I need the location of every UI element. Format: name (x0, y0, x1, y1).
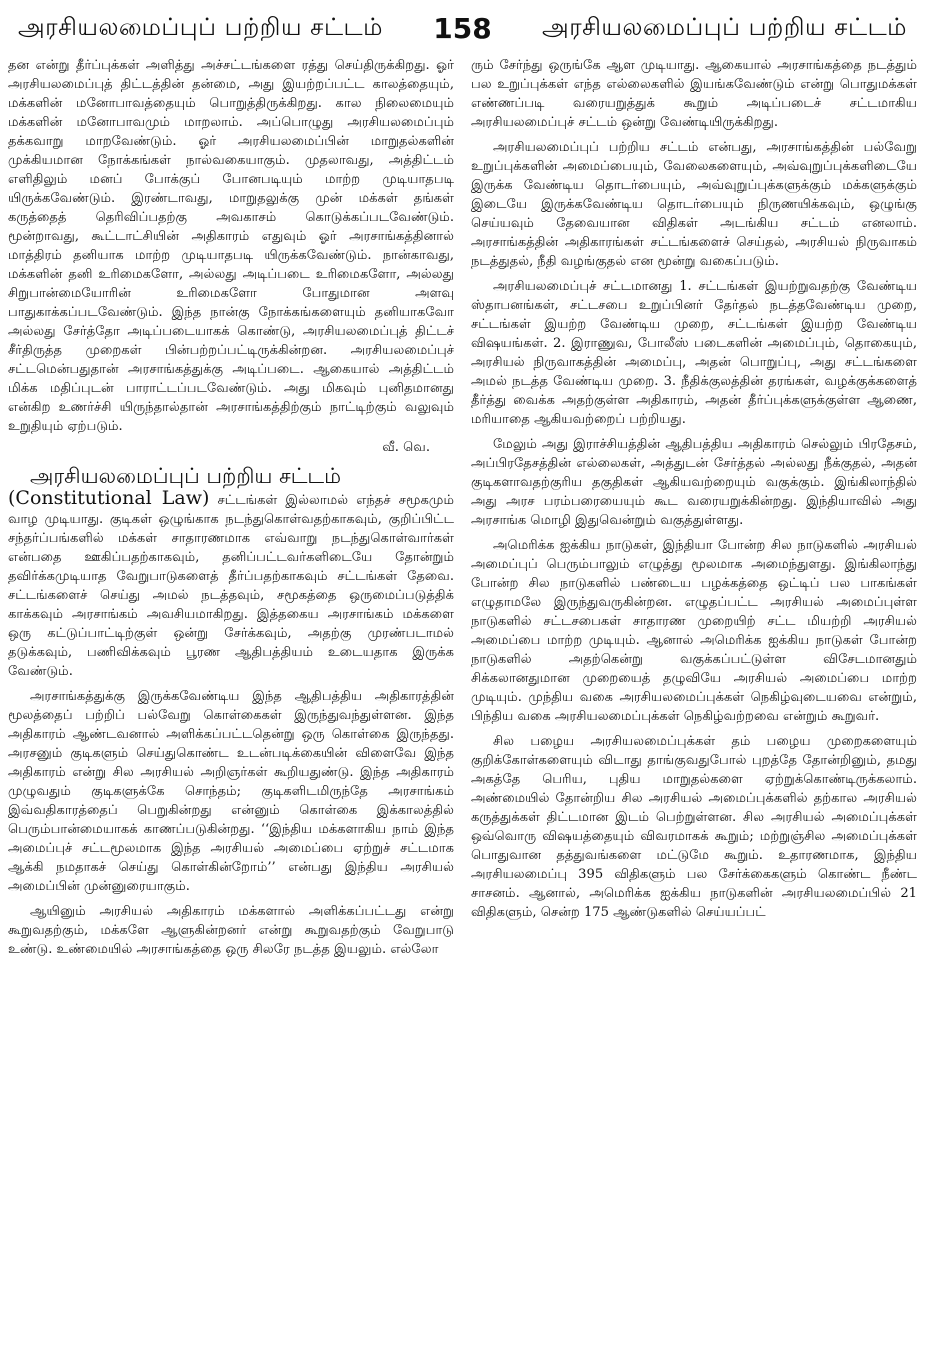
running-head-left: அரசியலமைப்புப் பற்றிய சட்டம் (18, 12, 383, 41)
paragraph: தன என்று தீர்ப்புக்கள் அளித்து அச்சட்டங்களை ரத்து செய்திருக்கிறது. ஓர் அரசியலமைப்புத் திட்டத்தின் தன்மை, அது இயற்றப்பட்ட காலத்தையும், மக்களின் மனோபாவத்தையும் பொறுத்திருக்கிறது. கால நிலைமையும் மக்களின் மனோபாவமும் மாறலாம். அப்பொழுது அரசியலமைப்பும் தக்கவாறு மாறவேண்டும். ஓர் அரசியலமைப்பின் மாறுதல்களின் முக்கியமான நோக்கங்கள் நால்வகையாகும். முதலாவது, அத்திட்டம் எளிதிலும் மனப் போக்குப் போனபடியும் மாற்ற முடியாதபடி யிருக்கவேண்டும். இரண்டாவது, மாறுதலுக்கு முன் மக்கள் தங்கள் கருத்தைத் தெரிவிப்பதற்கு அவகாசம் கொடுக்கப்படவேண்டும். மூன்றாவது, கூட்டாட்சியின் அதிகாரம் எதுவும் ஓர் அரசாங்கத்தினால் மாத்திரம் தனியாக மாற்ற முடியாதபடி யிருக்கவேண்டும். நான்காவது, மக்களின் தனி உரிமைகளோ, அல்லது அடிப்படை உரிமைகளோ, அல்லது சிறுபான்மையோரின் உரிமைகளோ போதுமான அளவு பாதுகாக்கப்படவேண்டும். இந்த நான்கு நோக்கங்களையும் தனியாகவோ அல்லது சேர்த்தோ அடிப்படையாகக் கொண்டு, அரசியலமைப்புத் திட்டச் சீர்திருத்த முறைகள் பின்பற்றப்பட்டிருக்கின்றன. அரசியலமைப்புச் சட்டமென்பதுதான் அரசாங்கத்துக்கு அடிப்படை. ஆகையால் அத்திட்டம் மிக்க மதிப்புடன் பாராட்டப்படவேண்டும். அது மிகவும் புனிதமானது என்கிற உணர்ச்சி யிருந்தால்தான் அரசாங்கத்திற்கும் நாட்டிற்கும் வலுவும் உறுதியும் ஏற்படும். (8, 58, 454, 434)
paragraph: ரும் சேர்ந்து ஒருங்கே ஆள முடியாது. ஆகையால் அரசாங்கத்தை நடத்தும் பல உறுப்புக்கள் எந்த எல்லைகளில் இயங்கவேண்டும் என்று பொதுமக்கள் எண்ணப்படி வரையறுத்துக் கூறும் அடிப்படைச் சட்டமாகிய அரசியலமைப்புச் சட்டம் ஒன்று வேண்டியிருக்கிறது. (471, 58, 917, 130)
paragraph: அரசியலமைப்புப் பற்றிய சட்டம் என்பது, அரசாங்கத்தின் பல்வேறு உறுப்புக்களின் அமைப்பையும், வேலைகளையும், அவ்வுறுப்புக்களிடையே இருக்க வேண்டிய தொடர்பையும், அவ்வுறுப்புக்களுக்கும் மக்களுக்கும் இடையே இருக்கவேண்டிய தொடர்பையும் நிருணயிக்கவும், ஒழுங்கு செய்யவும் தேவையான விதிகள் அடங்கிய சட்டம் எனலாம். அரசாங்கத்தின் அதிகாரங்கள் சட்டங்களைச் செய்தல், அரசியல் நிருவாகம் நடத்துதல், நீதி வழங்குதல் என மூன்று வகைப்படும். (471, 140, 917, 269)
left-column (8, 56, 454, 1356)
paragraph: மேலும் அது இராச்சியத்தின் ஆதிபத்திய அதிகாரம் செல்லும் பிரதேசம், அப்பிரதேசத்தின் எல்லைகள், அத்துடன் சேர்த்தல் அல்லது நீக்குதல், அதன் குடிகளாவதற்குரிய தகுதிகள் ஆகியவற்றையும் வகுக்கும். இங்கிலாந்தில் அது அரச பரம்பரையையும் கூட வரையறுக்கின்றது. இந்தியாவில் அது அரசாங்க மொழி இதுவென்றும் வகுத்துள்ளது. (471, 437, 917, 528)
entry-subheading: (Constitutional Law) (8, 487, 210, 509)
paragraph: ஆயினும் அரசியல் அதிகாரம் மக்களால் அளிக்கப்பட்டது என்று கூறுவதற்கும், மக்களே ஆளுகின்றனர் என்று கூறுவதற்கும் வேறுபாடு உண்டு. உண்மையில் அரசாங்கத்தை ஒரு சிலரே நடத்த இயலும். எல்லோ (8, 904, 454, 957)
right-column (471, 56, 917, 1356)
author-signature: வீ. வெ. (382, 440, 430, 455)
paragraph: அரசியலமைப்புச் சட்டமானது 1. சட்டங்கள் இயற்றுவதற்கு வேண்டிய ஸ்தாபனங்கள், சட்டசபை உறுப்பினர் தேர்தல் நடத்தவேண்டிய முறை, சட்டங்கள் இயற்ற வேண்டிய முறை, சட்டங்கள் இயற்ற வேண்டிய விஷயங்கள். 2. இராணுவ, போலீஸ் படைகளின் அமைப்பும், தொகையும், அரசியல் நிருவாகத்தின் அமைப்பு, அதன் பொறுப்பு, அது சட்டங்களை அமல் நடத்த வேண்டிய முறை. 3. நீதிக்குலத்தின் தரங்கள், வழக்குக்களைத் தீர்த்து வைக்க அதற்குள்ள அதிகாரம், அதன் தீர்ப்புக்களுக்குள்ள ஆணை, மரியாதை ஆகியவற்றைப் பற்றியது. (471, 279, 917, 427)
page-number: 158 (433, 11, 492, 45)
paragraph: அரசாங்கத்துக்கு இருக்கவேண்டிய இந்த ஆதிபத்திய அதிகாரத்தின் மூலத்தைப் பற்றிப் பல்வேறு கொள்கைகள் இருந்துவந்துள்ளன. இந்த அதிகாரம் ஆண்டவனால் அளிக்கப்பட்டதென்று ஒரு கொள்கை இருந்தது. அரசனும் குடிகளும் செய்துகொண்ட உடன்படிக்கையின் விளைவே இந்த அதிகாரம் என்று சில அரசியல் அறிஞர்கள் கூறியதுண்டு. இந்த அதிகாரம் முழுவதும் குடிகளுக்கே சொந்தம்; குடிகளிடமிருந்தே அரசாங்கம் இவ்வதிகாரத்தைப் பெறுகின்றது என்னும் கொள்கை இக்காலத்தில் பெரும்பான்மையாகக் காணப்படுகின்றது. ‘‘இந்திய மக்களாகிய நாம் இந்த அமைப்புச் சட்டமூலமாக இந்த அரசியல் அமைப்பை ஏற்றுச் சட்டமாக ஆக்கி நமதாகச் செய்து கொள்கின்றோம்’’ என்பது இந்திய அரசியல் அமைப்பின் முன்னுரையாகும். (8, 689, 454, 894)
entry-heading: அரசியலமைப்புப் பற்றிய சட்டம் (30, 464, 342, 488)
paragraph (8, 489, 454, 681)
paragraph: சில பழைய அரசியலமைப்புக்கள் தம் பழைய முறைகளையும் குறிக்கோள்களையும் விடாது தாங்குவதுபோல் புறத்தே தோன்றினும், தமது அகத்தே பெரிய, புதிய மாறுதல்களை ஏற்றுக்கொண்டிருக்கலாம். அண்மையில் தோன்றிய சில அரசியல் அமைப்புக்களில் தற்கால அரசியல் கருத்துக்கள் திட்டமான இடம் பெற்றுள்ளன. சில அரசியல் அமைப்புக்கள் ஒவ்வொரு விஷயத்தையும் விவரமாகக் கூறும்; மற்றுஞ்சில அமைப்புக்கள் பொதுவான தத்துவங்களை மட்டுமே கூறும். உதாரணமாக, இந்திய அரசியலமைப்பு 395 விதிகளும் பல சேர்க்கைகளும் கொண்ட நீண்ட சாசனம். ஆனால், அமெரிக்க ஐக்கிய நாடுகளின் அரசியலமைப்பில் 21 விதிகளும், சென்ற 175 ஆண்டுகளில் செய்யப்பட் (471, 734, 917, 920)
paragraph-text: சட்டங்கள் இல்லாமல் எந்தச் சமூகமும் வாழ முடியாது. குடிகள் ஒழுங்காக நடந்துகொள்வதற்காகவும், குறிப்பிட்ட சந்தர்ப்பங்களில் மக்கள் சாதாரணமாக எவ்வாறு நடந்துகொள்வார்கள் என்பதை ஊகிப்பதற்காகவும், தனிப்பட்டவர்களிடையே தோன்றும் தவிர்க்கமுடியாத வேறுபாடுகளைத் தீர்ப்பதற்காகவும் சட்டங்கள் தேவை. சட்டங்களைச் செய்து அமல் நடத்தவும், சமூகத்தை ஒருமைப்படுத்திக் காக்கவும் அரசாங்கம் அவசியமாகிறது. இத்தகைய அரசாங்கம் மக்களை ஒரு கட்டுப்பாட்டிற்குள் ஒன்று சேர்க்கவும், அதற்கு முரண்படாமல் தடுக்கவும், பணிவிக்கவும் பூரண ஆதிபத்தியம் உடையதாக இருக்க வேண்டும். (8, 493, 454, 679)
page-header (8, 0, 917, 56)
running-head-right: அரசியலமைப்புப் பற்றிய சட்டம் (542, 12, 907, 41)
paragraph: அமெரிக்க ஐக்கிய நாடுகள், இந்தியா போன்ற சில நாடுகளில் அரசியல் அமைப்புப் பெரும்பாலும் எழுத்து மூலமாக அமைந்துளது. இங்கிலாந்து போன்ற சில நாடுகளில் பண்டைய பழக்கத்தை ஒட்டிப் பல பாகங்கள் எழுதாமலே இருந்துவருகின்றன. எழுதப்பட்ட அரசியல் அமைப்புள்ள நாடுகளில் சட்டசபைகள் சாதாரண முறையிற் சட்ட மியற்றி அரசியல் அமைப்பை மாற்ற முடியும். ஆனால் அமெரிக்க ஐக்கிய நாடுகள் போன்ற நாடுகளில் அதற்கென்று வகுக்கப்பட்டுள்ள விசேடமானதும் சிக்கலானதுமான முறையைத் தழுவியே அரசியல் அமைப்பை மாற்ற முடியும். முந்திய வகை அரசியலமைப்புக்கள் நெகிழ்வுடையவை என்றும், பிந்திய வகை அரசியலமைப்புக்கள் நெகிழ்வற்றவை என்றும் கூறுவர். (471, 538, 917, 724)
text-columns (8, 56, 917, 1356)
